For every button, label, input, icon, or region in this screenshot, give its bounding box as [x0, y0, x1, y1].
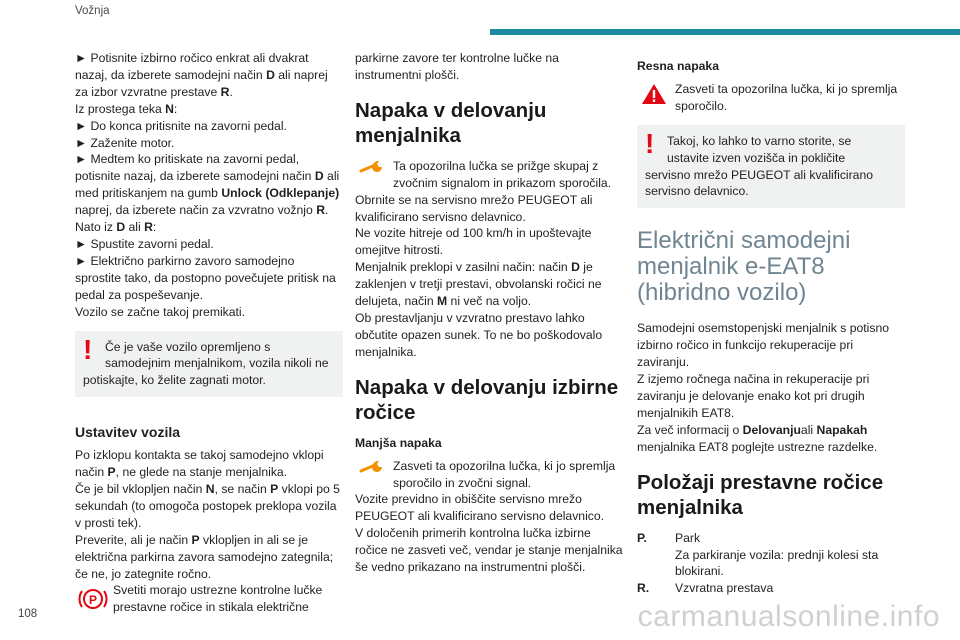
paragraph-eeat8-3: Za več informacij o Delovanjuali Napakah menjalnika EAT8 poglejte ustrezne razdelke.	[637, 422, 878, 454]
parking-brake-icon	[77, 582, 109, 617]
fault-lamp-row: Ta opozorilna lučka se prižge skupaj z zvočnim signalom in prikazom sporočila.	[355, 158, 623, 192]
paragraph-then: Nato iz D ali R:	[75, 220, 157, 235]
heading-serious-fault: Resna napaka	[637, 59, 719, 73]
wrench-icon	[359, 160, 385, 179]
paragraph-continue: parkirne zavore ter kontrolne lučke na instrumentni plošči.	[355, 51, 559, 82]
exclamation-icon: !	[83, 333, 93, 365]
wrench-icon	[359, 460, 385, 479]
heading-minor-fault: Manjša napaka	[355, 435, 442, 450]
paragraph-select-mode: ► Potisnite izbirno ročico enkrat ali dvakrat nazaj, da izberete samodejni način D ali naprej za izbor vzvratne prestave R.	[75, 51, 328, 99]
position-item-p: P. Park Za parkiranje vozila: prednji kolesi sta blokirani.	[637, 530, 879, 579]
paragraph-fault-3: Menjalnik preklopi v zasilni način: način D je zaklenjen v tretji prestavi, obvolanski ročici ne delujeta, način M ni več na voljo.	[355, 260, 602, 309]
paragraph-stop-2: Če je bil vklopljen način N, se način P vklopi po 5 sekundah (to omogoča postopek preklopa vozila v prosti tek).	[75, 482, 340, 530]
step-move: Vozilo se začne takoj premikati.	[75, 304, 246, 319]
heading-eeat8: Električni samodejni menjalnik e-EAT8 (hibridno vozilo)	[637, 227, 851, 307]
parking-lamp-row	[75, 582, 343, 616]
paragraph-stop-1: Po izklopu kontakta se takoj samodejno vklopi način P, ne glede na stanje menjalnika.	[75, 448, 324, 480]
paragraph-minor-1: Vozite previdno in obiščite servisno mrežo PEUGEOT ali kvalificirano servisno delavnico.	[355, 492, 605, 524]
paragraph-minor-2: V določenih primerih kontrolna lučka izbirne ročice ne zasveti več, vendar je stanje menjalnika še vedno prikazano na instrumentni plošči.	[355, 526, 623, 575]
section-title: Vožnja	[75, 5, 110, 17]
step-release-brake: ► Spustite zavorni pedal.	[75, 236, 214, 251]
step-select: ► Medtem ko pritiskate na zavorni pedal, potisnite nazaj, da izberete samodejni način D ali med pritiskanjem na gumb Unlock (Odklepanje) naprej, da izberete način za vzvratno vožnjo R.	[75, 152, 340, 218]
watermark: carmanualsonline.info	[637, 600, 940, 633]
column-1	[75, 50, 343, 616]
page-number: 108	[18, 608, 38, 620]
heading-gearbox-fault: Napaka v delovanju menjalnika	[355, 98, 547, 147]
notice-box-push: ! Če je vaše vozilo opremljeno s samodejnim menjalnikom, vozila nikoli ne potiskajte, ko želite zagnati motor.	[75, 331, 343, 398]
heading-stop-vehicle: Ustavitev vozila	[75, 424, 181, 441]
paragraph-fault-1: Obrnite se na servisno mrežo PEUGEOT ali kvalificirano servisno delavnico.	[355, 192, 593, 224]
step-start: ► Zaženite motor.	[75, 135, 175, 150]
paragraph-stop-3: Preverite, ali je način P vklopljen in ali se je električna parkirna zavora samodejno zategnila; če ne, jo zategnite ročno.	[75, 532, 334, 581]
warning-triangle-icon	[641, 83, 667, 110]
paragraph-eeat8-2: Z izjemo ročnega načina in rekuperacije pri zaviranju je delovanje enako kot pri drugih menjalnikih EAT8.	[637, 372, 870, 420]
notice-box-stop: ! Takoj, ko lahko to varno storite, se ustavite izven vozišča in pokličite servisno mrežo PEUGEOT ali kvalificirano servisno delavnico.	[637, 125, 905, 209]
exclamation-icon: !	[645, 127, 655, 159]
heading-lever-positions: Položaji prestavne ročice menjalnika	[637, 470, 884, 519]
step-release-parking: ► Električno parkirno zavoro samodejno sprostite tako, da postopno povečujete pritisk na pedal za pospeševanje.	[75, 253, 336, 302]
column-3	[637, 50, 905, 597]
svg-text:P: P	[88, 593, 98, 608]
minor-lamp-row: Zasveti ta opozorilna lučka, ki jo spremlja sporočilo in zvočni signal.	[355, 458, 623, 492]
paragraph-neutral-label: Iz prostega teka N:	[75, 101, 178, 116]
step-brake: ► Do konca pritisnite na zavorni pedal.	[75, 118, 287, 133]
paragraph-fault-2: Ne vozite hitreje od 100 km/h in upoštevajte omejitve hitrosti.	[355, 226, 592, 258]
heading-selector-fault: Napaka v delovanju izbirne ročice	[355, 375, 619, 424]
header-accent-bar	[490, 29, 960, 35]
paragraph-fault-4: Ob prestavljanju v vzvratno prestavo lahko občutite opazen sunek. To ne bo poškodovalo menjalnika.	[355, 310, 603, 359]
paragraph-eeat8-1: Samodejni osemstopenjski menjalnik s potisno izbirno ročico in funkcijo rekuperacije pri zaviranju.	[637, 321, 890, 370]
position-item-r: R. Vzvratna prestava	[637, 581, 774, 596]
serious-lamp-row: Zasveti ta opozorilna lučka, ki jo spremlja sporočilo.	[637, 81, 905, 115]
column-2	[355, 50, 623, 576]
parking-lamp-text: Svetiti morajo ustrezne kontrolne lučke prestavne ročice in stikala električne	[113, 583, 323, 615]
